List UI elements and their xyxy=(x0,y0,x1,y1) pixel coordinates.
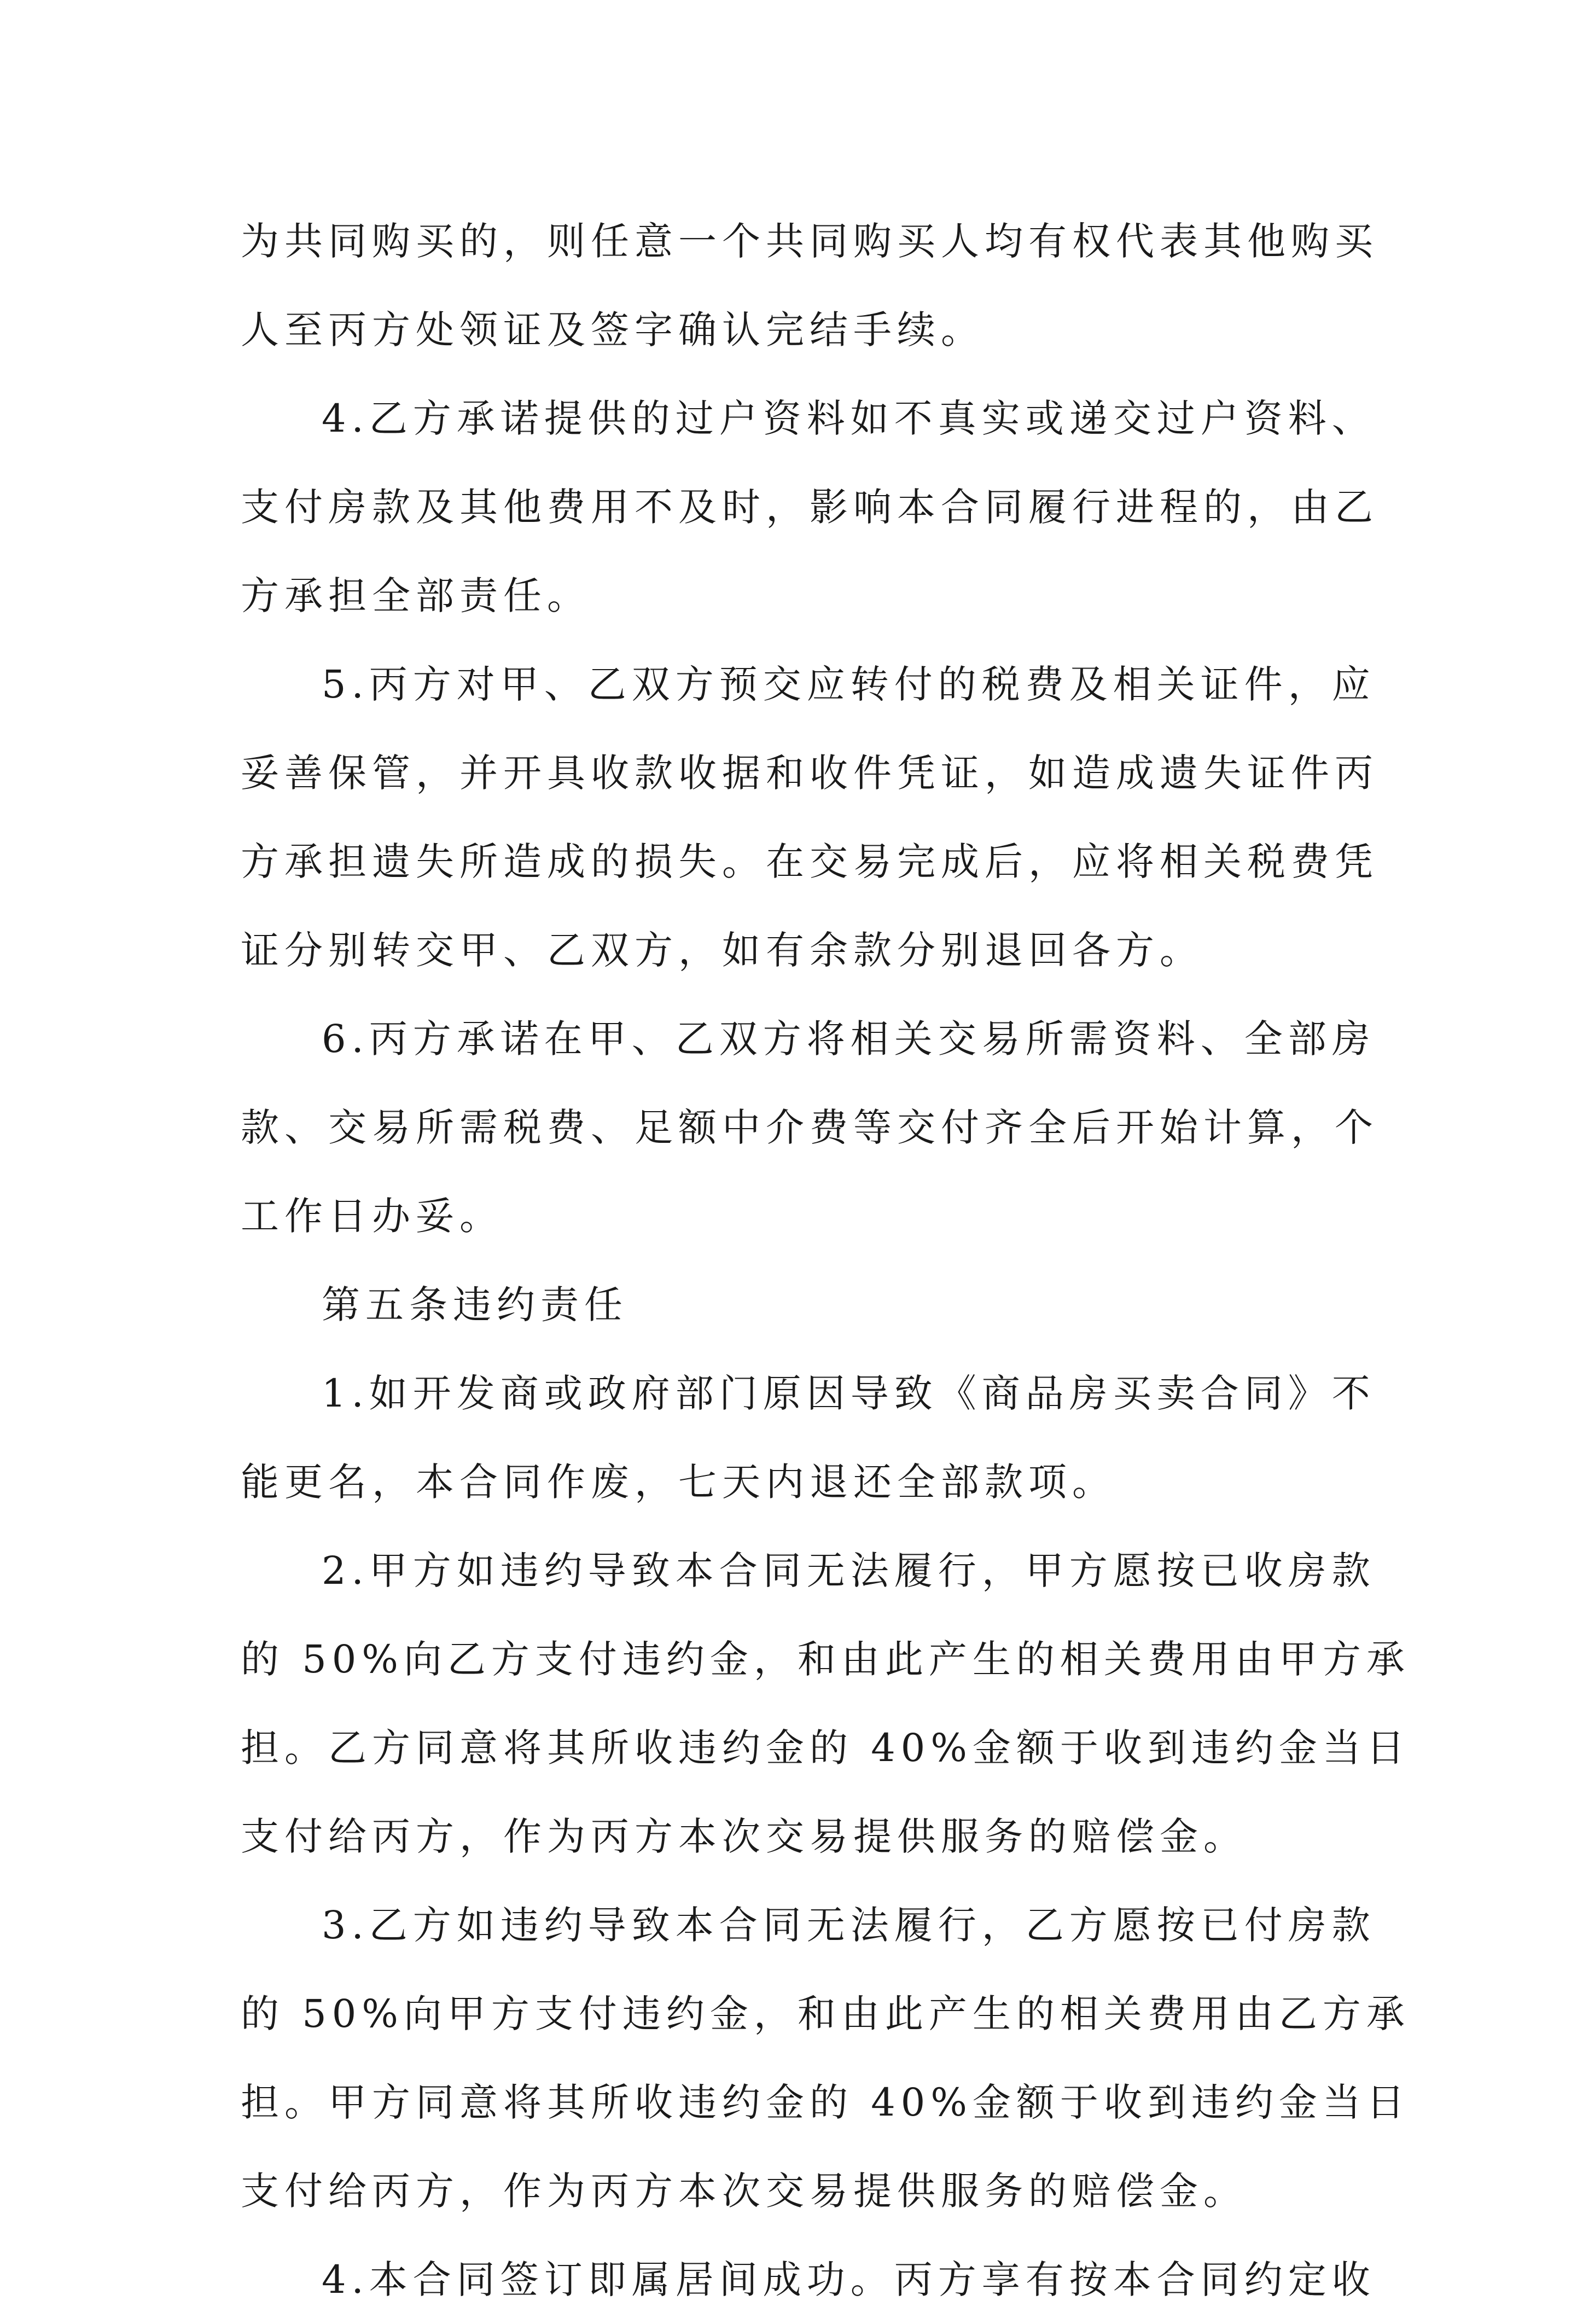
text-line: 4.乙方承诺提供的过户资料如不真实或递交过户资料、 xyxy=(322,396,1376,441)
text-line: 4.本合同签订即属居间成功。丙方享有按本合同约定收 xyxy=(322,2257,1376,2302)
text-line: 能更名，本合同作废，七天内退还全部款项。 xyxy=(241,1460,1116,1504)
text-line: 的 50%向甲方支付违约金，和由此产生的相关费用由乙方承 xyxy=(241,1991,1410,2036)
text-line: 证分别转交甲、乙双方，如有余款分别退回各方。 xyxy=(241,928,1203,973)
text-line: 为共同购买的，则任意一个共同购买人均有权代表其他购买 xyxy=(241,219,1378,264)
text-line: 工作日办妥。 xyxy=(241,1194,503,1239)
section-heading: 第五条违约责任 xyxy=(322,1282,628,1327)
text-line: 担。甲方同意将其所收违约金的 40%金额于收到违约金当日 xyxy=(241,2080,1410,2125)
text-line: 1.如开发商或政府部门原因导致《商品房买卖合同》不 xyxy=(322,1371,1376,1416)
text-line: 款、交易所需税费、足额中介费等交付齐全后开始计算，个 xyxy=(241,1105,1378,1150)
text-line: 支付给丙方，作为丙方本次交易提供服务的赔偿金。 xyxy=(241,1814,1247,1859)
text-line: 支付房款及其他费用不及时，影响本合同履行进程的，由乙 xyxy=(241,485,1378,530)
text-line: 担。乙方同意将其所收违约金的 40%金额于收到违约金当日 xyxy=(241,1725,1410,1770)
text-line: 方承担遗失所造成的损失。在交易完成后，应将相关税费凭 xyxy=(241,839,1378,884)
document-body xyxy=(241,197,1410,2324)
text-line: 的 50%向乙方支付违约金，和由此产生的相关费用由甲方承 xyxy=(241,1637,1410,1682)
text-line: 2.甲方如违约导致本合同无法履行，甲方愿按已收房款 xyxy=(322,1548,1376,1593)
text-line: 人至丙方处领证及签字确认完结手续。 xyxy=(241,307,985,352)
text-line: 6.丙方承诺在甲、乙双方将相关交易所需资料、全部房 xyxy=(322,1016,1376,1061)
text-line: 3.乙方如违约导致本合同无法履行，乙方愿按已付房款 xyxy=(322,1903,1376,1948)
text-line: 支付给丙方，作为丙方本次交易提供服务的赔偿金。 xyxy=(241,2169,1247,2213)
text-line: 妥善保管，并开具收款收据和收件凭证，如造成遗失证件丙 xyxy=(241,751,1378,795)
text-line: 5.丙方对甲、乙双方预交应转付的税费及相关证件，应 xyxy=(322,662,1376,707)
text-line: 方承担全部责任。 xyxy=(241,573,591,618)
